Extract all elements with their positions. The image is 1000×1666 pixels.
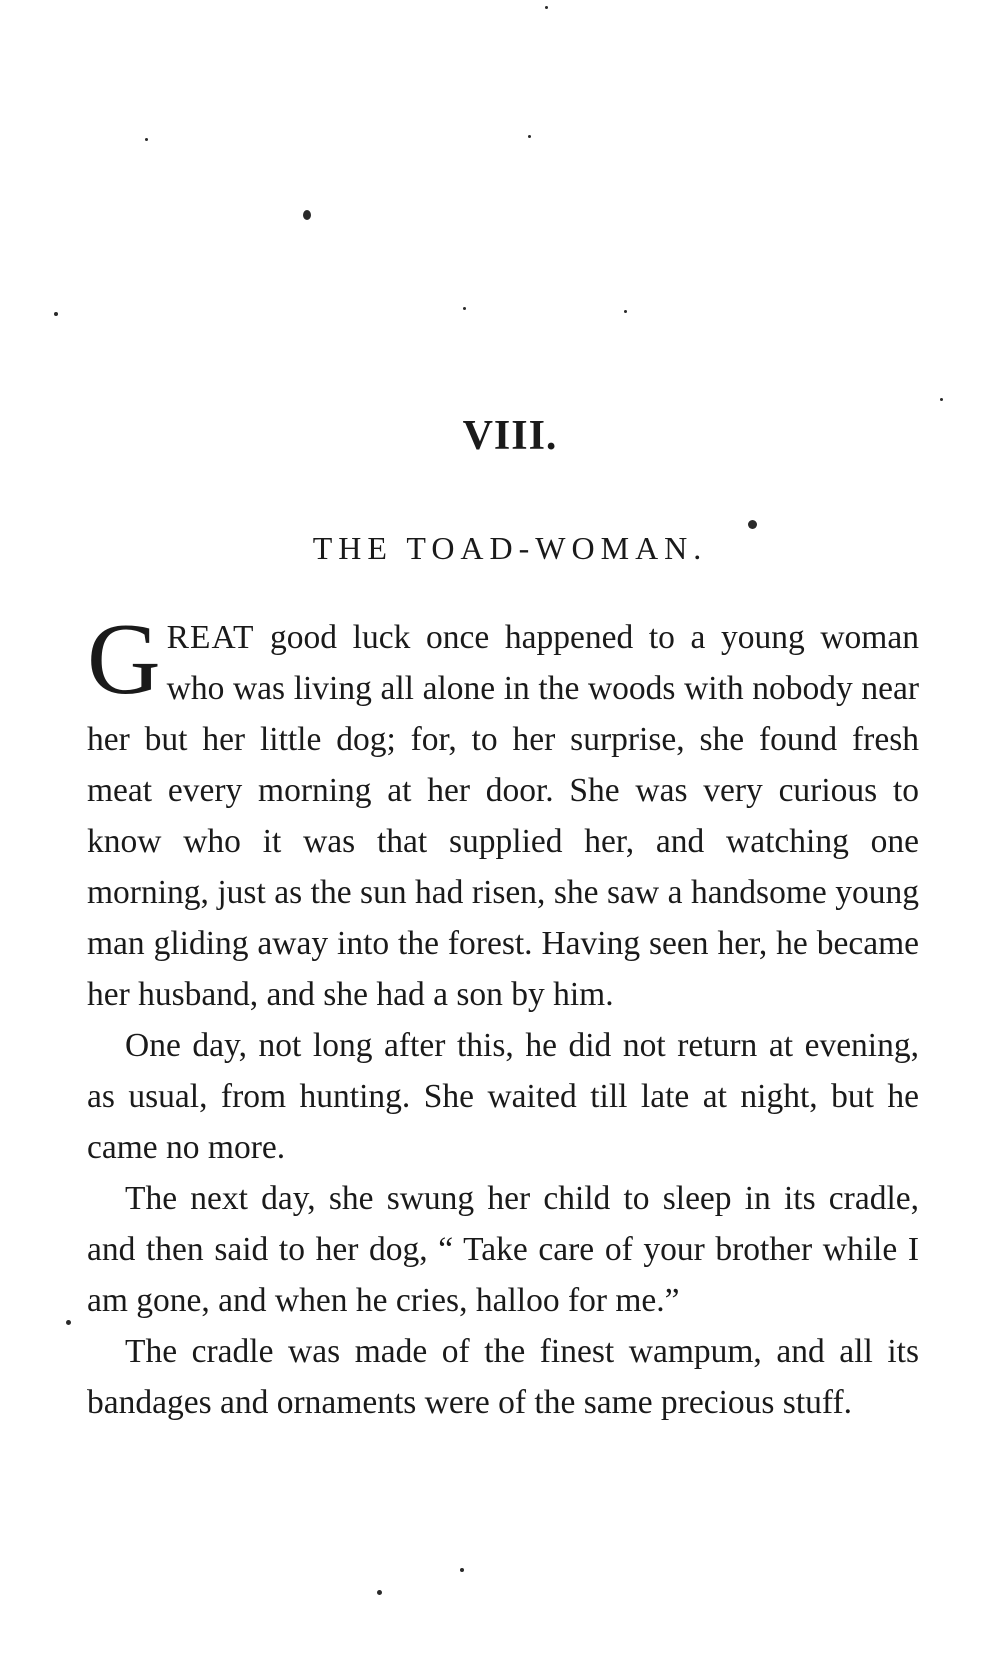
print-speck [748, 520, 757, 529]
print-speck [145, 138, 148, 141]
print-speck [54, 312, 58, 316]
paragraph [87, 603, 919, 1020]
drop-cap: G [87, 603, 161, 716]
print-speck [460, 1568, 464, 1572]
print-speck [66, 1320, 71, 1325]
print-speck [377, 1590, 382, 1595]
print-speck [545, 6, 548, 9]
opening-caps: REAT [166, 619, 255, 656]
paragraph: The cradle was made of the finest wampum, and all its bandages and ornaments were of the same precious stuff. [87, 1333, 919, 1421]
print-speck [303, 210, 311, 220]
print-speck [624, 310, 627, 313]
print-speck [463, 307, 466, 310]
chapter-number: VIII. [462, 413, 558, 459]
chapter-title: THE TOAD-WOMAN. [312, 530, 708, 566]
story-text [87, 603, 919, 1428]
paragraph-text: good luck once happened to a young woman who was living all alone in the woods with nobody near her but her little dog; for, to her surprise, she found fresh meat every morning at her door. She was very curious to know who it was that supplied her, and watching one morning, just as the sun had risen, she saw a handsome young man gliding away into the forest. Having seen her, he became her husband, and she had a son by him. [87, 619, 919, 1013]
print-speck [940, 398, 943, 401]
paragraph: The next day, she swung her child to sleep in its cradle, and then said to her dog, “ Take care of your brother while I am gone, and when he cries, halloo for me.” [87, 1180, 919, 1319]
paragraph: One day, not long after this, he did not return at evening, as usual, from hunting. She waited till late at night, but he came no more. [87, 1027, 919, 1166]
print-speck [528, 135, 531, 138]
